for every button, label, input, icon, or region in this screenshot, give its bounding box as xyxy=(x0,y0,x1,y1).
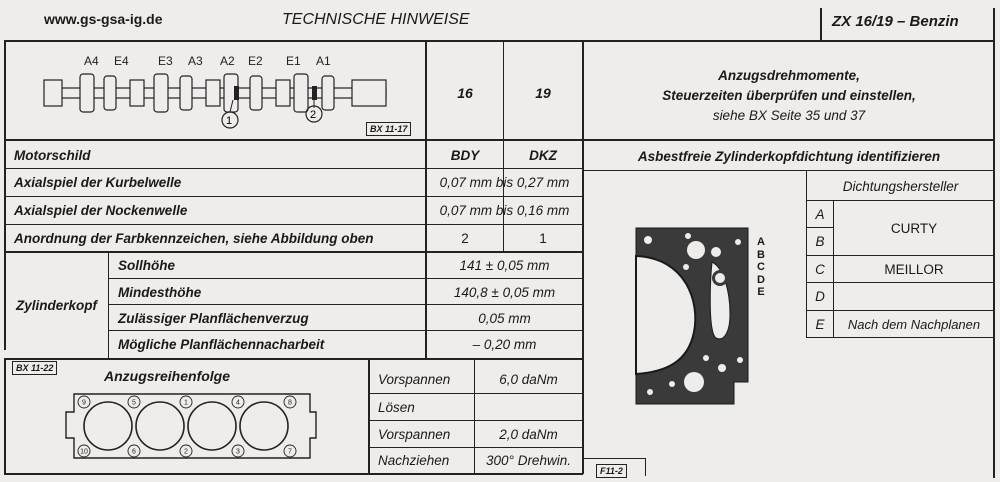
bolt-bottom-number: 10 xyxy=(80,448,88,456)
manufacturer-meillor: MEILLOR xyxy=(884,261,944,277)
torque-note-line2: Steuerzeiten überprüfen und einstellen, xyxy=(662,88,916,103)
torque-note xyxy=(584,66,994,126)
cam-label: A1 xyxy=(316,54,331,68)
cam-label: A2 xyxy=(220,54,235,68)
group-row-label: Zulässiger Planflächenverzug xyxy=(118,310,309,326)
torque-note-line1: Anzugsdrehmomente, xyxy=(718,68,860,83)
edge-letter: C xyxy=(757,261,765,273)
bolt-bottom-number: 3 xyxy=(236,448,240,456)
spec-header-label: Motorschild xyxy=(14,147,91,163)
gasket-edge-letters xyxy=(754,236,768,299)
spec-row-dkz: 1 xyxy=(539,231,547,246)
bolt-top-number: 5 xyxy=(132,399,136,407)
spec-header-bdy: BDY xyxy=(450,147,480,163)
cam-label: E4 xyxy=(114,54,129,68)
cam-label: E1 xyxy=(286,54,301,68)
group-label-zylinderkopf: Zylinderkopf xyxy=(16,297,98,313)
marker-1: 1 xyxy=(226,115,233,127)
figure-ref-camshaft: BX 11-17 xyxy=(366,122,411,136)
manufacturer-header: Dichtungshersteller xyxy=(842,178,959,194)
spec-row-value: 0,07 mm bis 0,27 mm xyxy=(439,175,570,190)
edge-letter: E xyxy=(757,286,765,298)
page-title: TECHNISCHE HINWEISE xyxy=(282,11,470,28)
bolt-top-number: 8 xyxy=(288,399,292,407)
bolt-bottom-number: 7 xyxy=(288,448,292,456)
cylinder-head-diagram xyxy=(60,388,322,464)
bolt-top-number: 1 xyxy=(184,399,188,407)
camshaft-figure xyxy=(40,50,400,135)
spec-row-label: Axialspiel der Nockenwelle xyxy=(14,203,188,218)
bolt-top-number: 9 xyxy=(82,399,86,407)
step-action: Vorspannen xyxy=(378,371,451,387)
edge-letter: D xyxy=(757,273,765,286)
engine-col-19: 19 xyxy=(535,85,551,101)
cam-label: E3 xyxy=(158,54,173,68)
bolt-bottom-number: 2 xyxy=(184,448,188,456)
bolt-top-number: 4 xyxy=(236,399,240,407)
step-value: 300° Drehwin. xyxy=(486,453,571,468)
step-value xyxy=(475,394,582,420)
spec-header-dkz: DKZ xyxy=(529,147,557,163)
group-row-value: 140,8 ± 0,05 mm xyxy=(453,284,556,300)
model-label: ZX 16/19 – Benzin xyxy=(832,12,959,30)
cam-label: A4 xyxy=(84,54,99,68)
group-row-label: Mindesthöhe xyxy=(118,284,202,300)
bolt-bottom-number: 6 xyxy=(132,448,136,456)
website-label: www.gs-gsa-ig.de xyxy=(44,11,163,27)
spec-row-label: Axialspiel der Kurbelwelle xyxy=(14,175,182,190)
gasket-letter: C xyxy=(815,261,825,277)
engine-col-16: 16 xyxy=(457,85,473,101)
gasket-title: Asbestfreie Zylinderkopfdichtung identifizieren xyxy=(637,148,941,164)
bolt-sequence-title: Anzugsreihenfolge xyxy=(104,368,231,384)
group-row-value: 0,05 mm xyxy=(478,310,531,326)
group-row-label: Mögliche Planflächennacharbeit xyxy=(118,337,325,352)
manufacturer-e-value: Nach dem Nachplanen xyxy=(847,317,981,332)
group-row-value: – 0,20 mm xyxy=(472,337,537,352)
cam-label: A3 xyxy=(188,54,203,68)
figure-ref-gasket: F11-2 xyxy=(596,464,627,478)
group-row-value: 141 ± 0,05 mm xyxy=(459,258,550,273)
group-row-label: Sollhöhe xyxy=(118,258,175,273)
torque-note-line3: siehe BX Seite 35 und 37 xyxy=(712,108,866,123)
edge-letter: A xyxy=(757,236,765,248)
step-value: 2,0 daNm xyxy=(499,426,558,442)
spec-row-label: Anordnung der Farbkennzeichen, siehe Abbildung oben xyxy=(14,231,374,246)
gasket-letter: E xyxy=(815,317,825,332)
step-action: Nachziehen xyxy=(378,453,450,468)
gasket-letter: B xyxy=(815,234,825,249)
gasket-letter: A xyxy=(815,206,825,222)
edge-letter: B xyxy=(757,248,765,261)
manufacturer-curty: CURTY xyxy=(890,220,938,236)
step-action: Vorspannen xyxy=(378,426,451,442)
marker-2: 2 xyxy=(310,109,317,121)
figure-ref-bolts: BX 11-22 xyxy=(12,361,57,375)
step-action: Lösen xyxy=(378,399,415,415)
step-value: 6,0 daNm xyxy=(499,371,558,387)
cam-label: E2 xyxy=(248,54,263,68)
gasket-letter: D xyxy=(815,289,825,304)
spec-row-bdy: 2 xyxy=(461,231,469,246)
spec-row-value: 0,07 mm bis 0,16 mm xyxy=(439,203,570,218)
